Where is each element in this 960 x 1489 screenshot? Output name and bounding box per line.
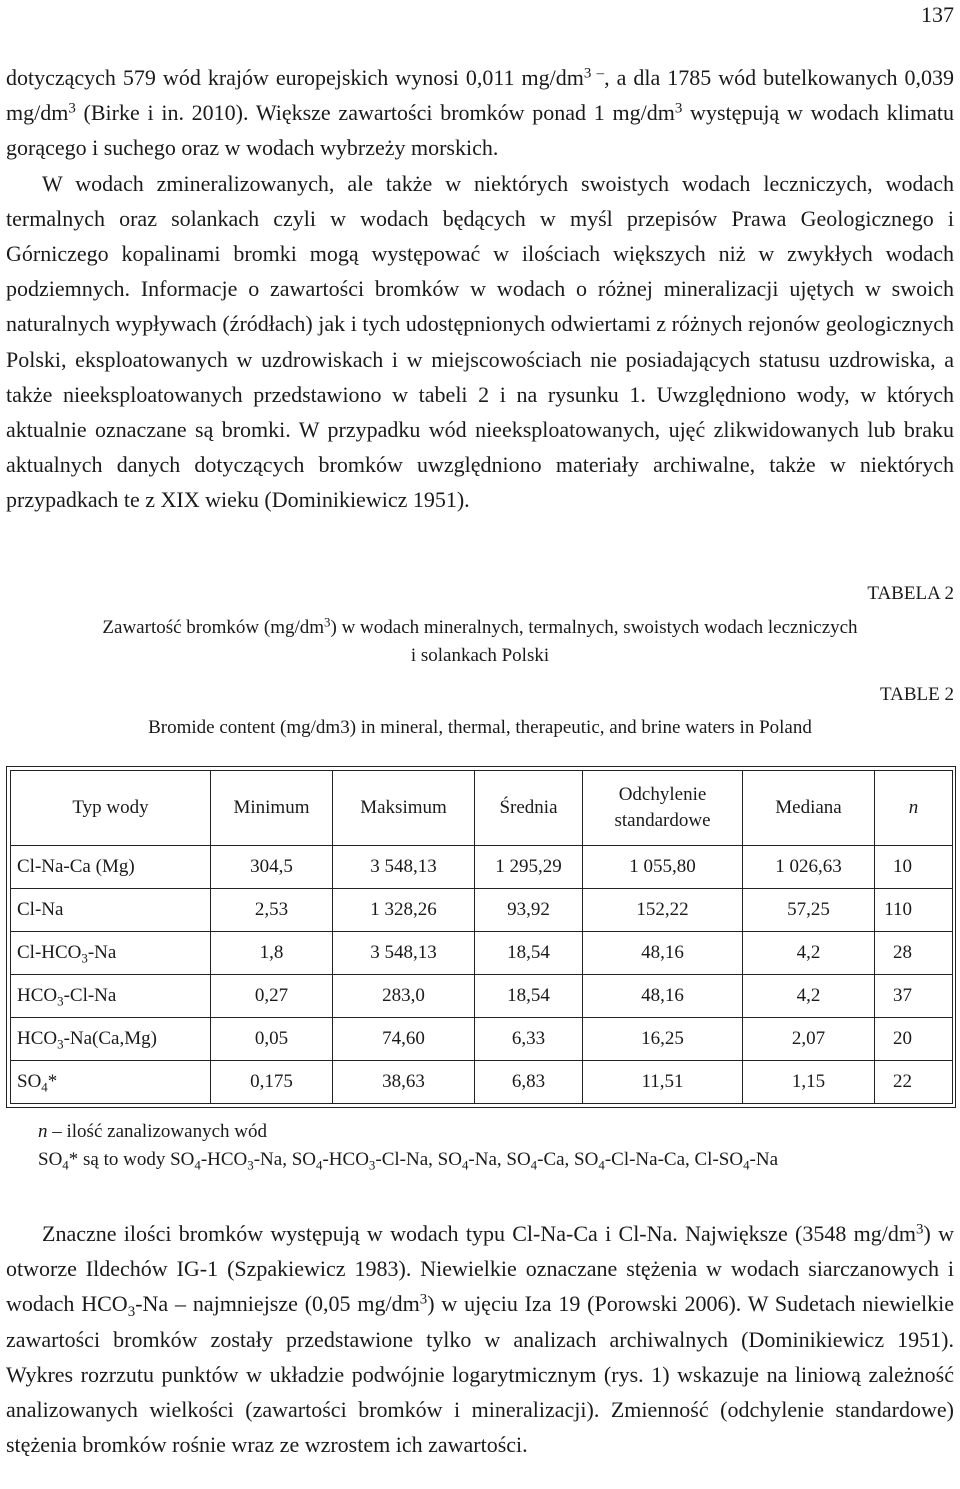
footnote-so4-sub: 3 — [368, 1157, 376, 1173]
cell-min: 304,5 — [211, 846, 333, 889]
cell-mean: 93,92 — [475, 889, 583, 932]
cell-max: 3 548,13 — [333, 846, 475, 889]
footnote-so4-text: -Na — [749, 1149, 779, 1170]
para2-b-sub: 3 — [127, 1304, 136, 1321]
cell-type-rest: -Na(Ca,Mg) — [63, 1028, 157, 1049]
cell-median: 57,25 — [743, 889, 875, 932]
cell-median: 4,2 — [743, 932, 875, 975]
cell-median: 4,2 — [743, 975, 875, 1018]
table-row — [11, 1018, 953, 1061]
footnote-so4-sub: 4 — [530, 1157, 538, 1173]
footnote-n-symbol: n — [38, 1121, 48, 1142]
cell-min: 1,8 — [211, 932, 333, 975]
footnote-so4-text: -Na, SO — [468, 1149, 531, 1170]
table-tag-pl: TABELA 2 — [867, 583, 954, 604]
cell-sd: 1 055,80 — [583, 846, 743, 889]
footnote-so4-sub: 4 — [743, 1157, 750, 1173]
cell-sd: 48,16 — [583, 975, 743, 1018]
para2-d: ) w ujęciu Iza 19 (Porowski 2006). W Sudetach niewielkie zawartości bromków zostały przedstawione tylko w analizach archiwalnych (Dominikiewicz 1951). Wykres rozrzutu punktów w układzie podwójnie logarytmicznym (rys. 1) wskazuje na liniową zależność analizowanych wielkości (zawartości bromków i mineralizacji). Zmienność (odchylenie standardowe) stężenia bromków rośnie wraz ze wzrostem ich zawartości. — [6, 1291, 954, 1458]
footnote-so4-sub: 3 — [247, 1157, 254, 1173]
header-min: Minimum — [211, 771, 333, 846]
cell-median: 1,15 — [743, 1061, 875, 1104]
paragraph-intro — [6, 60, 954, 518]
cell-n: 20 — [875, 1018, 953, 1061]
table-caption-pl — [30, 614, 930, 670]
header-max: Maksimum — [333, 771, 475, 846]
footnote-so4-text: SO — [38, 1149, 63, 1170]
para1-s1: dotyczących 579 wód krajów europejskich wynosi 0,011 mg/dm — [6, 65, 584, 90]
cell-n: 110 — [875, 889, 953, 932]
para1-s5: W wodach zmineralizowanych, ale także w niektórych swoistych wodach leczniczych, wodach termalnych oraz solankach czyli w wodach będących w myśl przepisów Prawa Geologicznego i Górniczego kopalinami bromki mogą występować w ilościach większych niż w zwykłych wodach podziemnych. Informacje o zawartości bromków w wodach o różnej mineralizacji ujętych w swoich naturalnych wypływach (źródłach) jak i tych udostępnionych odwiertami z różnych rejonów geologicznych Polski, eksploatowanych w uzdrowiskach i w miejscowościach nie posiadających statusu uzdrowiska, a także nieeksploatowanych przedstawiono w tabeli 2 i na rysunku 1. Uwzględniono wody, w których aktualnie oznaczane są bromki. W przypadku wód nieeksploatowanych, ujęć zlikwidowanych lub braku aktualnych danych dotyczących bromków uwzględniono materiały archiwalne, także w niektórych przypadkach te z XIX wieku (Dominikiewicz 1951). — [6, 170, 954, 513]
table-tag-en: TABLE 2 — [880, 684, 954, 705]
cell-type-main: Cl-HCO — [17, 942, 82, 963]
cell-type-sub: 3 — [57, 1036, 64, 1052]
para1-s4: występują w wodach klimatu gorącego i suchego oraz w wodach wybrzeży morskich. — [6, 100, 954, 161]
caption-pl-sup: 3 — [324, 614, 331, 630]
table-row — [11, 932, 953, 975]
footnote-so4-text: -Cl-Na, SO — [375, 1149, 462, 1170]
para2-b: ) w otworze Ildechów IG-1 (Szpakiewicz 1983). Niewielkie oznaczane stężenia w wodach siarczanowych i wodach HCO — [6, 1221, 955, 1317]
header-type: Typ wody — [11, 771, 211, 846]
cell-n: 37 — [875, 975, 953, 1018]
para2-c: -Na – najmniejsze (0,05 mg/dm — [135, 1291, 420, 1317]
cell-type — [11, 1018, 211, 1061]
cell-mean: 1 295,29 — [475, 846, 583, 889]
cell-type-sub: 3 — [57, 993, 64, 1009]
cell-sd: 152,22 — [583, 889, 743, 932]
table-caption-en: Bromide content (mg/dm3) in mineral, thermal, therapeutic, and brine waters in Poland — [148, 717, 812, 738]
footnote-so4-sub: 4 — [194, 1157, 201, 1173]
caption-pl-a: Zawartość bromków (mg/dm — [102, 617, 325, 638]
table-row — [11, 889, 953, 932]
cell-mean: 6,33 — [475, 1018, 583, 1061]
footnote-so4-text: -HCO — [322, 1149, 369, 1170]
header-n: n — [875, 771, 953, 846]
table-row — [11, 975, 953, 1018]
cell-min: 0,05 — [211, 1018, 333, 1061]
cell-sd: 11,51 — [583, 1061, 743, 1104]
footnote-so4-text: -Ca, SO — [537, 1149, 599, 1170]
paragraph-discussion — [6, 1216, 954, 1462]
cell-sd: 48,16 — [583, 932, 743, 975]
cell-type-main: HCO — [17, 1028, 58, 1049]
footnote-so4-sub: 4 — [461, 1157, 469, 1173]
cell-type-rest: -Cl-Na — [63, 985, 117, 1006]
footnote-so4-sub: 4 — [598, 1157, 605, 1173]
header-mean: Średnia — [475, 771, 583, 846]
header-median: Mediana — [743, 771, 875, 846]
cell-n: 22 — [875, 1061, 953, 1104]
para1-s1-sup: 3 – — [583, 65, 605, 82]
footnote-so4-text: -Na, SO — [253, 1149, 317, 1170]
para1-s2-sup: 3 — [68, 100, 76, 117]
cell-mean: 6,83 — [475, 1061, 583, 1104]
cell-type-main: SO — [17, 1071, 42, 1092]
header-sd — [583, 771, 743, 846]
cell-type-main: HCO — [17, 985, 58, 1006]
para2-a-sup: 3 — [916, 1221, 924, 1238]
table-header-row — [11, 771, 953, 846]
para2-c-sup: 3 — [419, 1291, 428, 1308]
bromide-table — [10, 770, 953, 1104]
cell-type — [11, 846, 211, 889]
cell-min: 2,53 — [211, 889, 333, 932]
cell-type-sub: 3 — [81, 950, 88, 966]
cell-type — [11, 1061, 211, 1104]
cell-min: 0,175 — [211, 1061, 333, 1104]
page-number: 137 — [921, 2, 954, 27]
cell-mean: 18,54 — [475, 975, 583, 1018]
footnote-n — [38, 1118, 938, 1146]
para1-s2: , a dla 1785 wód butelkowanych 0,039 mg/dm — [6, 65, 955, 126]
header-sd-a: Odchylenie — [618, 784, 707, 805]
cell-type-main: Cl-Na — [17, 899, 64, 920]
cell-n: 28 — [875, 932, 953, 975]
cell-median: 1 026,63 — [743, 846, 875, 889]
cell-max: 38,63 — [333, 1061, 475, 1104]
cell-sd: 16,25 — [583, 1018, 743, 1061]
footnote-so4-text: * są to wody SO — [68, 1149, 195, 1170]
caption-pl-c: i solankach Polski — [410, 645, 550, 666]
footnote-n-text: – ilość zanalizowanych wód — [47, 1121, 267, 1142]
footnote-so4 — [38, 1146, 938, 1174]
cell-min: 0,27 — [211, 975, 333, 1018]
cell-type — [11, 889, 211, 932]
cell-median: 2,07 — [743, 1018, 875, 1061]
table-frame — [6, 766, 956, 1108]
caption-pl-b: ) w wodach mineralnych, termalnych, swoistych wodach leczniczych — [330, 617, 858, 638]
footnote-so4-text: -Cl-Na-Ca, Cl-SO — [604, 1149, 744, 1170]
cell-max: 283,0 — [333, 975, 475, 1018]
cell-n: 10 — [875, 846, 953, 889]
cell-type-rest: -Na — [87, 942, 117, 963]
cell-type — [11, 975, 211, 1018]
cell-type-rest: * — [47, 1071, 58, 1092]
table-row — [11, 846, 953, 889]
footnote-so4-sub: 4 — [316, 1157, 323, 1173]
cell-max: 74,60 — [333, 1018, 475, 1061]
cell-max: 1 328,26 — [333, 889, 475, 932]
para1-s3-sup: 3 — [674, 100, 683, 117]
footnote-so4-text: -HCO — [200, 1149, 248, 1170]
header-sd-b: standardowe — [614, 810, 711, 831]
cell-max: 3 548,13 — [333, 932, 475, 975]
cell-type-main: Cl-Na-Ca (Mg) — [17, 856, 135, 877]
cell-type — [11, 932, 211, 975]
cell-mean: 18,54 — [475, 932, 583, 975]
table-row — [11, 1061, 953, 1104]
para2-a: Znaczne ilości bromków występują w wodach typu Cl-Na-Ca i Cl-Na. Największe (3548 mg/dm — [42, 1221, 916, 1246]
footnote-so4-sub: 4 — [62, 1157, 69, 1173]
para1-s3: (Birke i in. 2010). Większe zawartości bromków ponad 1 mg/dm — [75, 100, 675, 126]
cell-type-sub: 4 — [41, 1079, 48, 1095]
